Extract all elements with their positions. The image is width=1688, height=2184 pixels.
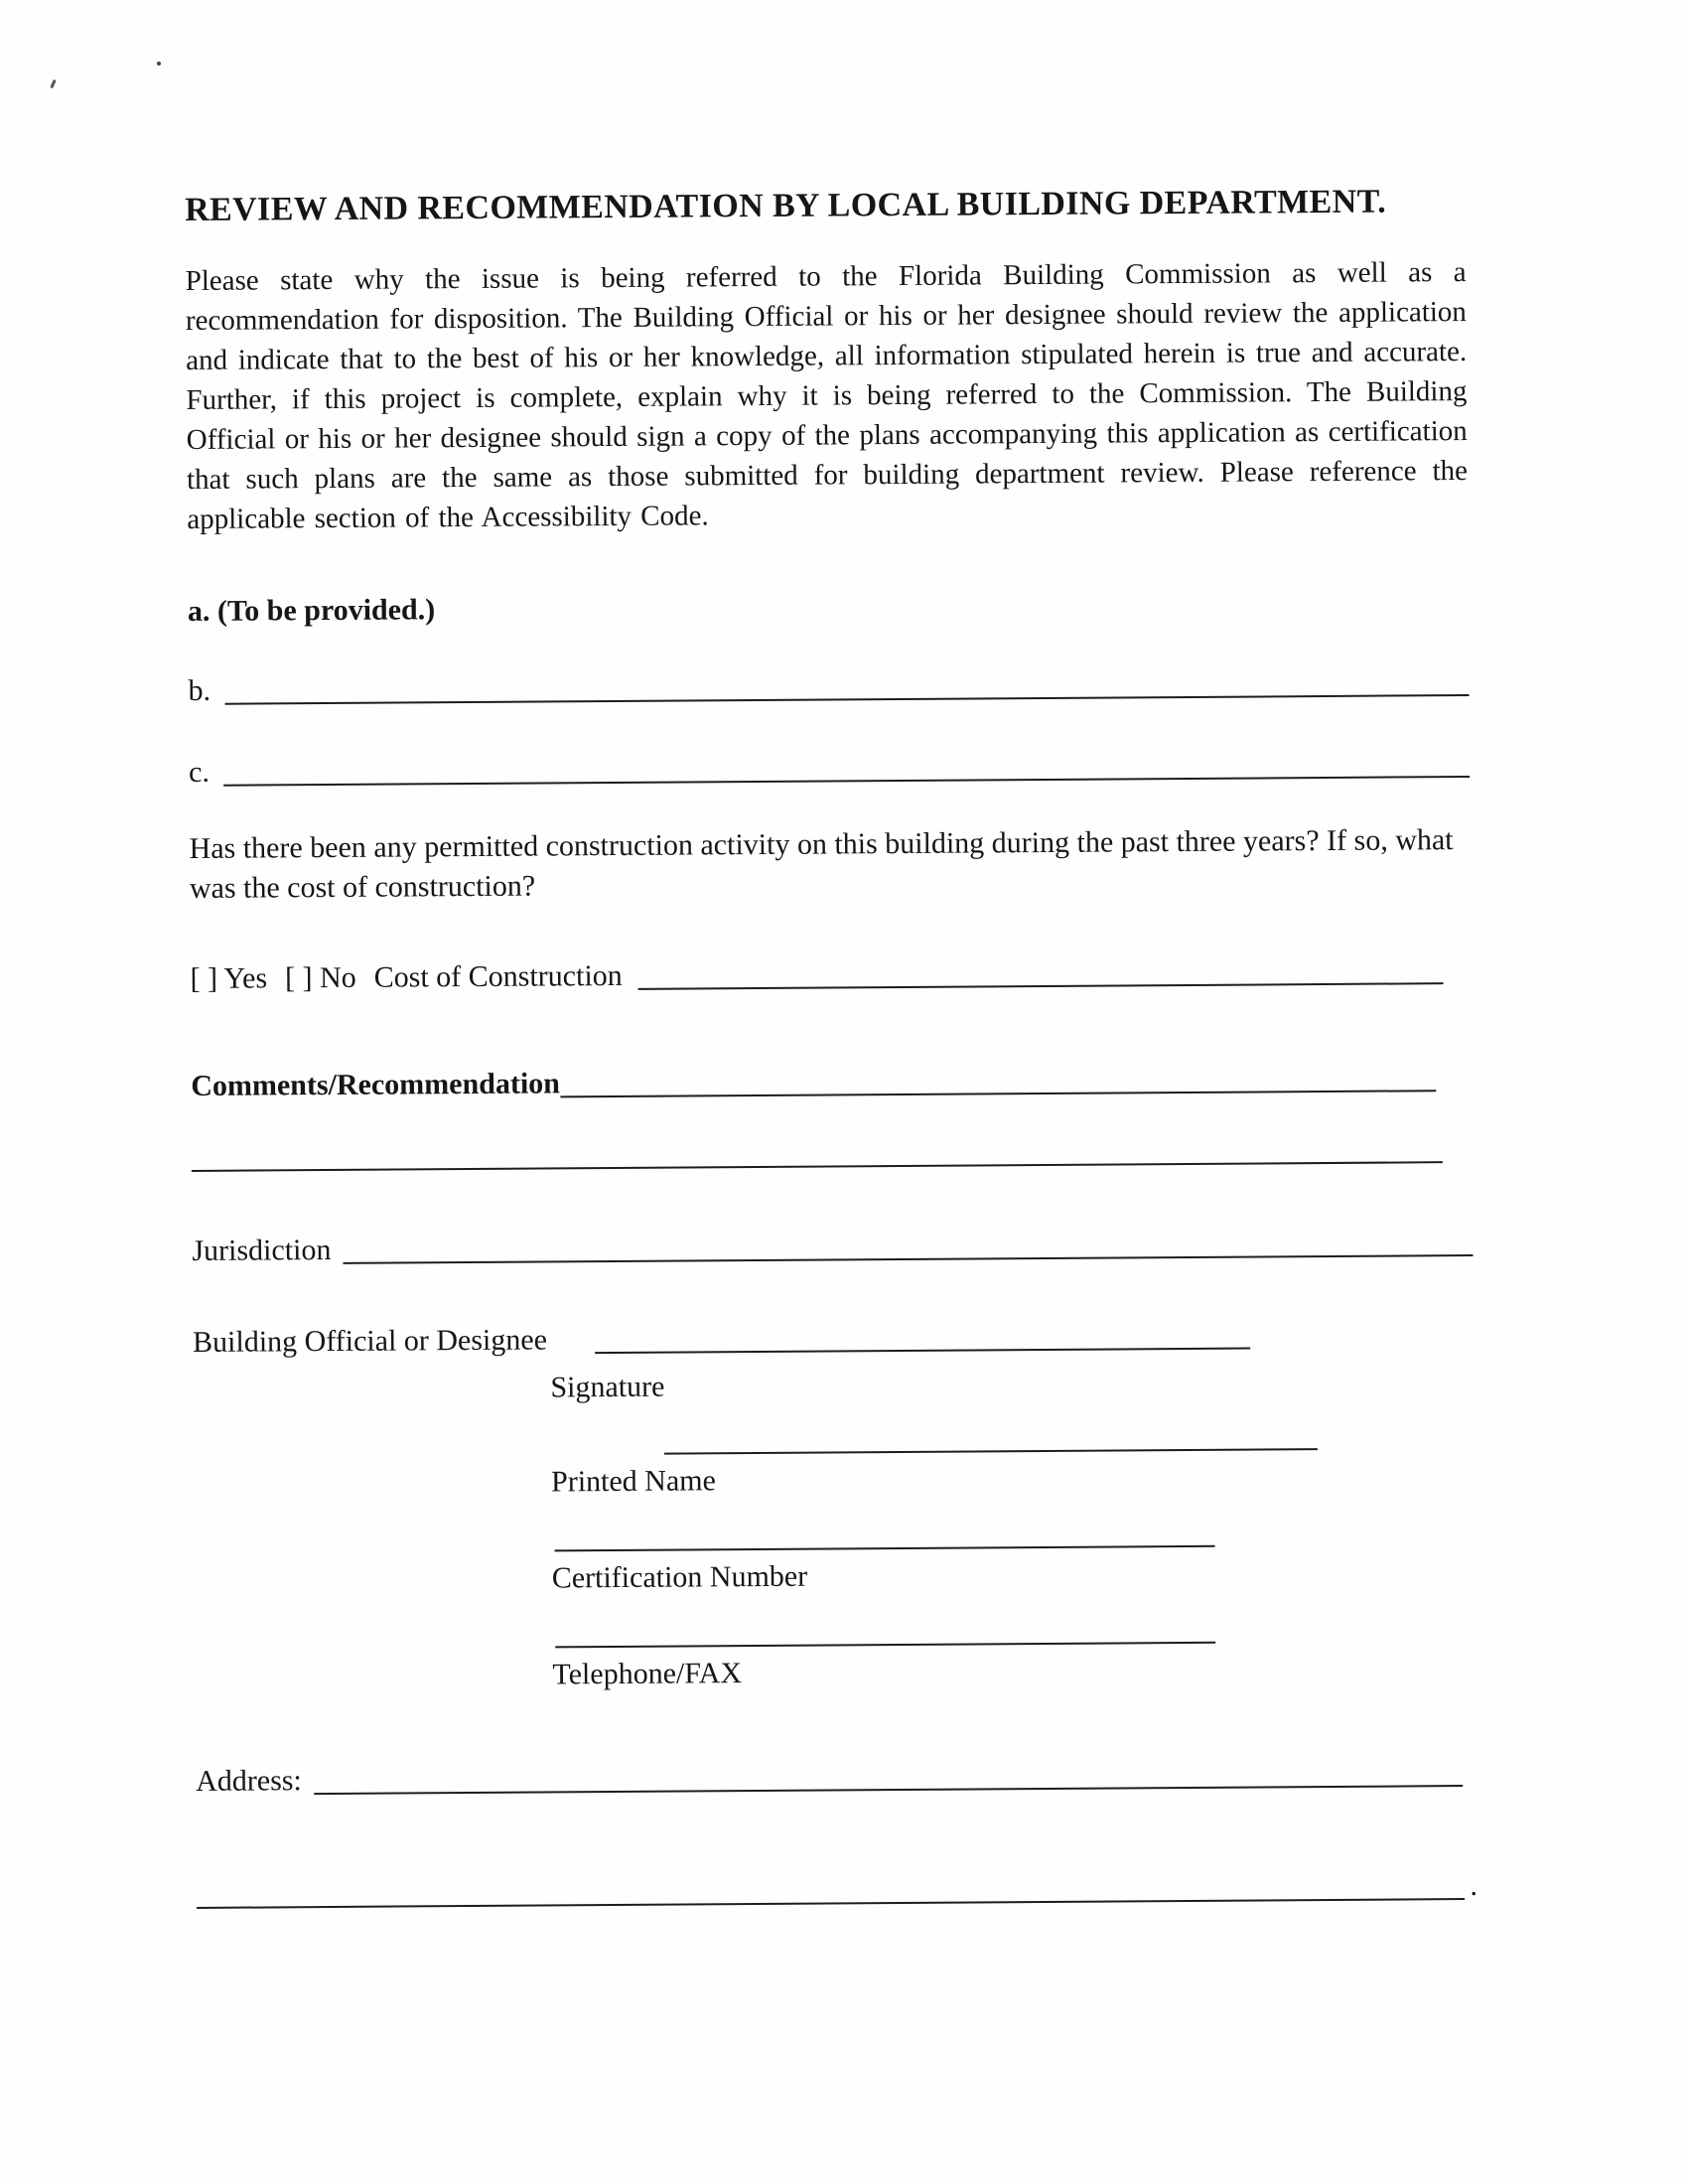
address-line[interactable]: [314, 1785, 1463, 1795]
jurisdiction-label: Jurisdiction: [192, 1233, 332, 1267]
form-content: [185, 183, 1477, 1916]
comments-line[interactable]: [560, 1090, 1436, 1097]
comments-field: [191, 1057, 1472, 1107]
building-official-label: Building Official or Designee: [192, 1323, 548, 1359]
cost-of-construction-label: Cost of Construction: [373, 958, 623, 994]
printed-name-caption: Printed Name: [550, 1464, 716, 1499]
comments-line-2[interactable]: [192, 1161, 1443, 1172]
telephone-fax-field: [195, 1640, 1476, 1697]
no-checkbox[interactable]: [ ] No: [284, 960, 356, 995]
trailing-period: .: [1470, 1868, 1478, 1903]
address-line-2[interactable]: [197, 1898, 1464, 1909]
printed-name-field: [194, 1447, 1475, 1505]
certification-number-caption: Certification Number: [551, 1559, 808, 1595]
field-b-line[interactable]: [224, 694, 1469, 705]
comments-label: Comments/Recommendation: [191, 1067, 561, 1102]
printed-name-line[interactable]: [664, 1448, 1318, 1455]
construction-question: Has there been any permitted construction activity on this building during the past three years? If so, what was the cost of construction?: [189, 823, 1454, 905]
yes-checkbox[interactable]: [ ] Yes: [190, 961, 268, 995]
field-c-line[interactable]: [223, 776, 1470, 787]
scan-artifact: [50, 79, 56, 88]
building-official-field: [193, 1313, 1474, 1364]
telephone-fax-caption: Telephone/FAX: [552, 1657, 743, 1691]
item-a-label: a. (To be provided.): [187, 593, 436, 628]
address-label: Address:: [196, 1764, 302, 1798]
address-continuation: [197, 1865, 1477, 1916]
jurisdiction-line[interactable]: [344, 1254, 1474, 1264]
cost-of-construction-line[interactable]: [638, 982, 1444, 990]
certification-number-field: [195, 1543, 1476, 1601]
jurisdiction-field: [192, 1222, 1473, 1272]
intro-paragraph: Please state why the issue is being referred to the Florida Building Commission as well as a recommendation for disposition. The Building Official or his or her designee should review the application and indicate that to the best of his or her knowledge, all information stipulated herein is true and accurate. Further, if this project is complete, explain why it is being referred to the Commission. The Building Official or his or her designee should sign a copy of the plans accompanying this application as certification that such plans are the same as those submitted for building department review. Please reference the applicable section of the Accessibility Code.: [185, 255, 1469, 535]
comments-continuation: [192, 1156, 1473, 1167]
address-field: [196, 1752, 1477, 1803]
signature-line[interactable]: [595, 1348, 1250, 1355]
telephone-fax-line[interactable]: [555, 1642, 1215, 1649]
item-b-label: b.: [188, 673, 211, 707]
field-b: [188, 661, 1469, 712]
signature-caption: Signature: [550, 1370, 665, 1404]
field-c: [189, 743, 1470, 794]
cost-of-construction-field: [190, 949, 1471, 1000]
certification-number-line[interactable]: [555, 1545, 1215, 1552]
document-title: REVIEW AND RECOMMENDATION BY LOCAL BUILDING DEPARTMENT.: [185, 183, 1387, 228]
item-c-label: c.: [188, 755, 211, 789]
scan-artifact: [157, 62, 161, 66]
